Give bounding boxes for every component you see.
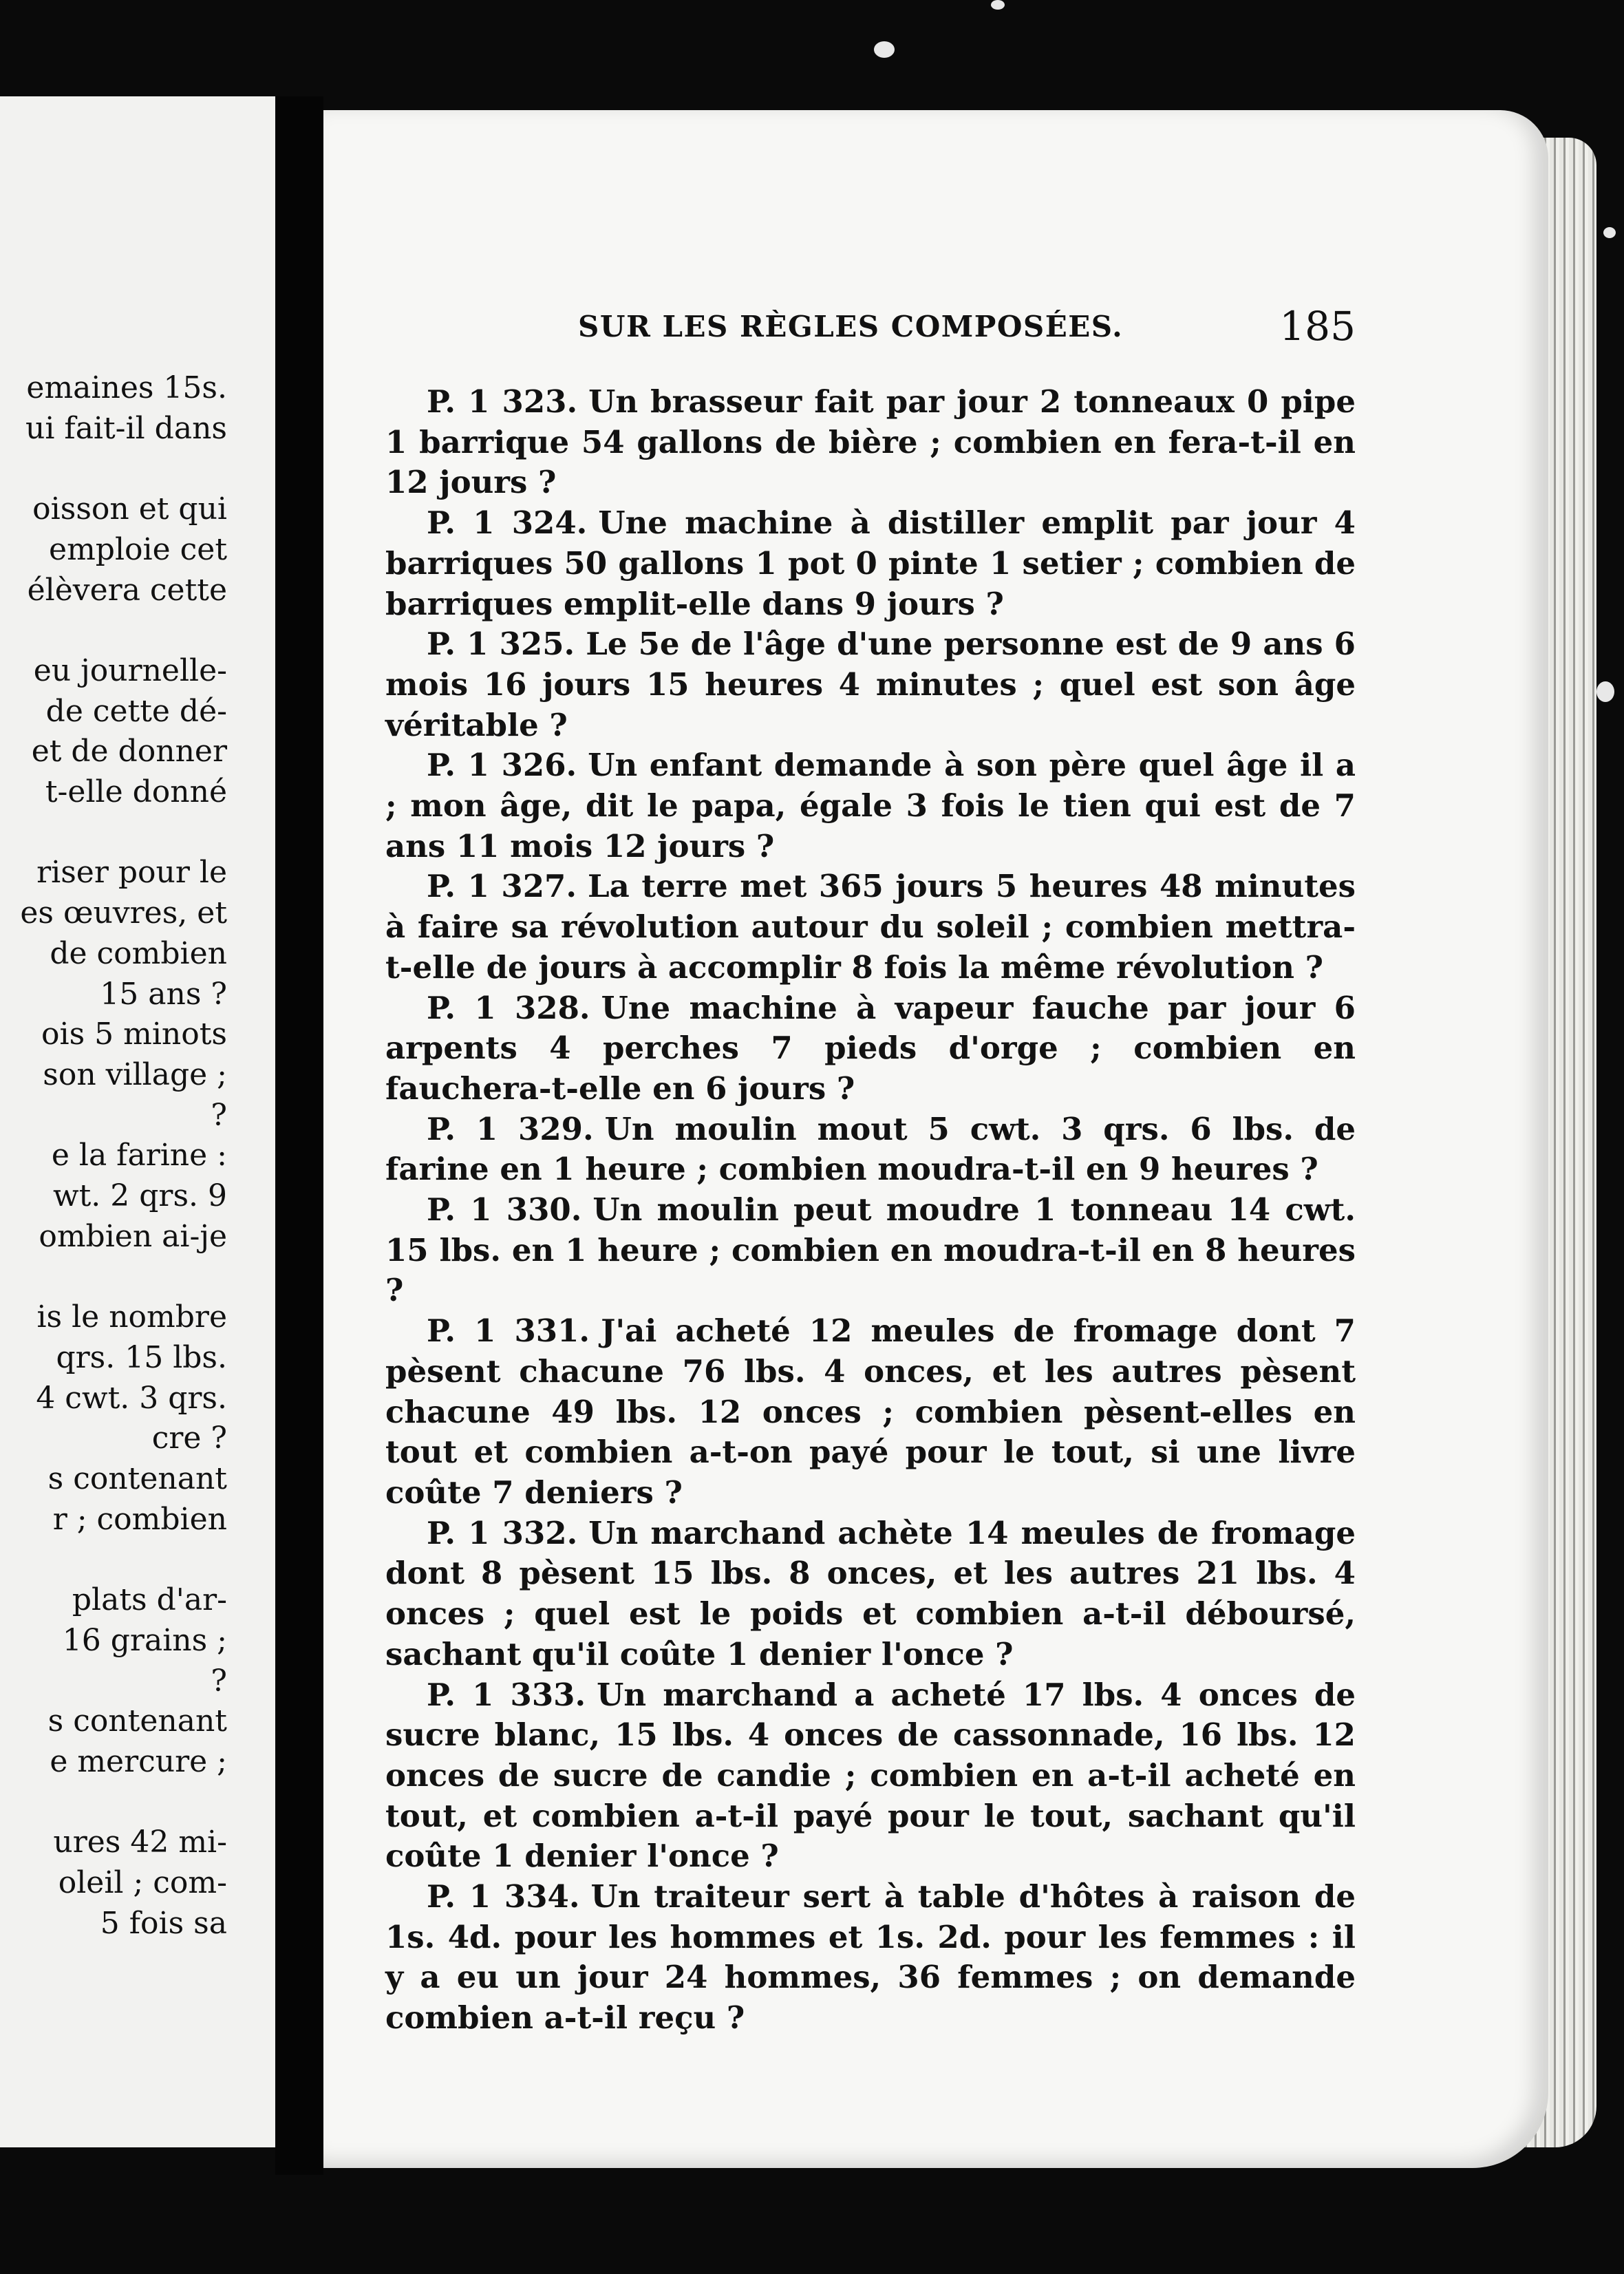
left-page-fragment: [0, 1783, 227, 1823]
left-page-fragment: élèvera cette: [27, 572, 227, 608]
left-page-fragment: ures 42 mi-: [53, 1825, 227, 1860]
problem-number: P. 1 330.: [427, 1191, 582, 1229]
problem-number: P. 1 333.: [427, 1676, 586, 1713]
problem-text: Un marchand a acheté 17 lbs. 4 onces de sucre blanc, 15 lbs. 4 onces de cassonnade, 16 lbs. 12 onces de sucre de candie ; combien en a-t-il acheté en tout, et combien a-t-il payé pour le tout, sachant qu'il coûte 1 denier l'once ?: [385, 1676, 1356, 1875]
problem-paragraph: [385, 1109, 1356, 1190]
problem-paragraph: [385, 1513, 1356, 1675]
problem-paragraph: [385, 382, 1356, 503]
left-page-fragment: qrs. 15 lbs.: [56, 1339, 227, 1375]
problem-number: P. 1 324.: [427, 504, 588, 542]
problem-text: Un traiteur sert à table d'hôtes à raison de 1s. 4d. pour les hommes et 1s. 2d. pour les femmes : il y a eu un jour 24 hommes, 36 femmes ; on demande combien a-t-il reçu ?: [385, 1878, 1356, 2037]
problem-text: La terre met 365 jours 5 heures 48 minutes à faire sa révolution autour du soleil ; combien mettra-t-elle de jours à accomplir 8 fois la même révolution ?: [385, 868, 1356, 986]
problem-number: P. 1 329.: [427, 1110, 594, 1147]
problem-text: Une machine à vapeur fauche par jour 6 arpents 4 perches 7 pieds d'orge ; combien en fauchera-t-elle en 6 jours ?: [385, 989, 1356, 1107]
problem-text: Un brasseur fait par jour 2 tonneaux 0 pipe 1 barrique 54 gallons de bière ; combien en fera-t-il en 12 jours ?: [385, 383, 1356, 501]
problem-number: P. 1 323.: [427, 383, 578, 420]
running-head: [578, 303, 1356, 351]
problem-text: Un moulin mout 5 cwt. 3 qrs. 6 lbs. de farine en 1 heure ; combien moudra-t-il en 9 heures ?: [385, 1110, 1356, 1188]
dust-speck: [1603, 227, 1616, 238]
problem-number: P. 1 332.: [427, 1514, 578, 1551]
problem-number: P. 1 327.: [427, 868, 577, 905]
left-page-fragment: t-elle donné: [45, 774, 227, 810]
dust-speck: [991, 0, 1005, 10]
left-page-fragment: eu journelle-: [33, 652, 227, 688]
left-page-fragment: riser pour le: [36, 855, 227, 891]
problem-number: P. 1 326.: [427, 747, 577, 784]
left-page-fragment: ?: [211, 1663, 227, 1699]
left-page-fragment: r ; combien: [52, 1501, 227, 1537]
left-page-text-fragments: [0, 368, 227, 1944]
left-page-fragment: e la farine :: [51, 1138, 227, 1173]
problem-paragraph: [385, 624, 1356, 745]
left-page-fragment: wt. 2 qrs. 9: [52, 1178, 227, 1214]
problem-paragraph: [385, 1190, 1356, 1311]
left-page-fragment: 4 cwt. 3 qrs.: [36, 1380, 227, 1416]
problem-paragraph: [385, 745, 1356, 867]
left-page-fragment: is le nombre: [36, 1299, 227, 1335]
problem-text: Un enfant demande à son père quel âge il a ; mon âge, dit le papa, égale 3 fois le tien qui est de 7 ans 11 mois 12 jours ?: [385, 747, 1356, 864]
left-page-fragment: [0, 449, 227, 489]
left-page-fragment: s contenant: [47, 1460, 227, 1496]
left-page-fragment: et de donner: [31, 734, 227, 769]
problem-number: P. 1 325.: [427, 626, 575, 663]
problem-paragraph: [385, 867, 1356, 988]
problem-number: P. 1 334.: [427, 1878, 580, 1915]
left-page-fragment: [0, 813, 227, 853]
problem-text: Le 5e de l'âge d'une personne est de 9 ans 6 mois 16 jours 15 heures 4 minutes ; quel est son âge véritable ?: [385, 626, 1356, 743]
problem-text: J'ai acheté 12 meules de fromage dont 7 pèsent chacune 76 lbs. 4 onces, et les autres pèsent chacune 49 lbs. 12 onces ; combien pèsent-elles en tout et combien a-t-on payé pour le tout, si une livre coûte 7 deniers ?: [385, 1313, 1356, 1511]
left-page-fragment: de combien: [50, 935, 227, 971]
left-page-fragment: ?: [211, 1097, 227, 1133]
left-page-fragment: cre ?: [151, 1421, 227, 1456]
left-page-fragment: oisson et qui: [32, 491, 227, 527]
problem-text: Un moulin peut moudre 1 tonneau 14 cwt. 15 lbs. en 1 heure ; combien en moudra-t-il en 8 heures ?: [385, 1191, 1356, 1309]
problem-text: Une machine à distiller emplit par jour 4 barriques 50 gallons 1 pot 0 pinte 1 setier ; combien de barriques emplit-elle dans 9 jours ?: [385, 504, 1356, 622]
problem-paragraph: [385, 1675, 1356, 1878]
left-page-fragment: es œuvres, et: [20, 895, 227, 931]
left-page-fragment: ui fait-il dans: [25, 410, 227, 446]
left-page-fragment: oleil ; com-: [58, 1865, 227, 1901]
left-page-fragment: [0, 1540, 227, 1580]
left-page-fragment: e mercure ;: [50, 1743, 227, 1779]
left-page-fragment: de cette dé-: [45, 693, 227, 729]
left-page-fragment: s contenant: [47, 1703, 227, 1739]
running-head-title: SUR LES RÈGLES COMPOSÉES.: [578, 310, 1124, 343]
problem-text: Un marchand achète 14 meules de fromage dont 8 pèsent 15 lbs. 8 onces, et les autres 21 lbs. 4 onces ; quel est le poids et combien a-t-il déboursé, sachant qu'il coûte 1 denier l'once ?: [385, 1514, 1356, 1672]
left-page-fragment: 15 ans ?: [100, 976, 227, 1012]
left-page: [0, 96, 303, 2147]
book-gutter: [275, 96, 323, 2175]
problem-paragraph: [385, 988, 1356, 1109]
problem-number: P. 1 328.: [427, 989, 590, 1026]
left-page-fragment: emploie cet: [49, 531, 227, 567]
problem-number: P. 1 331.: [427, 1313, 590, 1350]
left-page-fragment: son village ;: [43, 1056, 227, 1092]
left-page-fragment: 16 grains ;: [62, 1622, 227, 1658]
left-page-fragment: [0, 610, 227, 651]
left-page-fragment: 5 fois sa: [100, 1905, 227, 1941]
dust-speck: [1596, 681, 1614, 702]
left-page-fragment: plats d'ar-: [72, 1582, 227, 1618]
problem-paragraph: [385, 1877, 1356, 2039]
problem-paragraph: [385, 503, 1356, 624]
problem-paragraph: [385, 1311, 1356, 1513]
page-number: 185: [1279, 303, 1356, 350]
left-page-fragment: ombien ai-je: [39, 1218, 227, 1254]
problem-list: [385, 382, 1356, 2039]
dust-speck: [874, 41, 895, 58]
left-page-fragment: emaines 15s.: [26, 370, 227, 405]
left-page-fragment: [0, 1257, 227, 1297]
left-page-fragment: ois 5 minots: [41, 1017, 227, 1052]
